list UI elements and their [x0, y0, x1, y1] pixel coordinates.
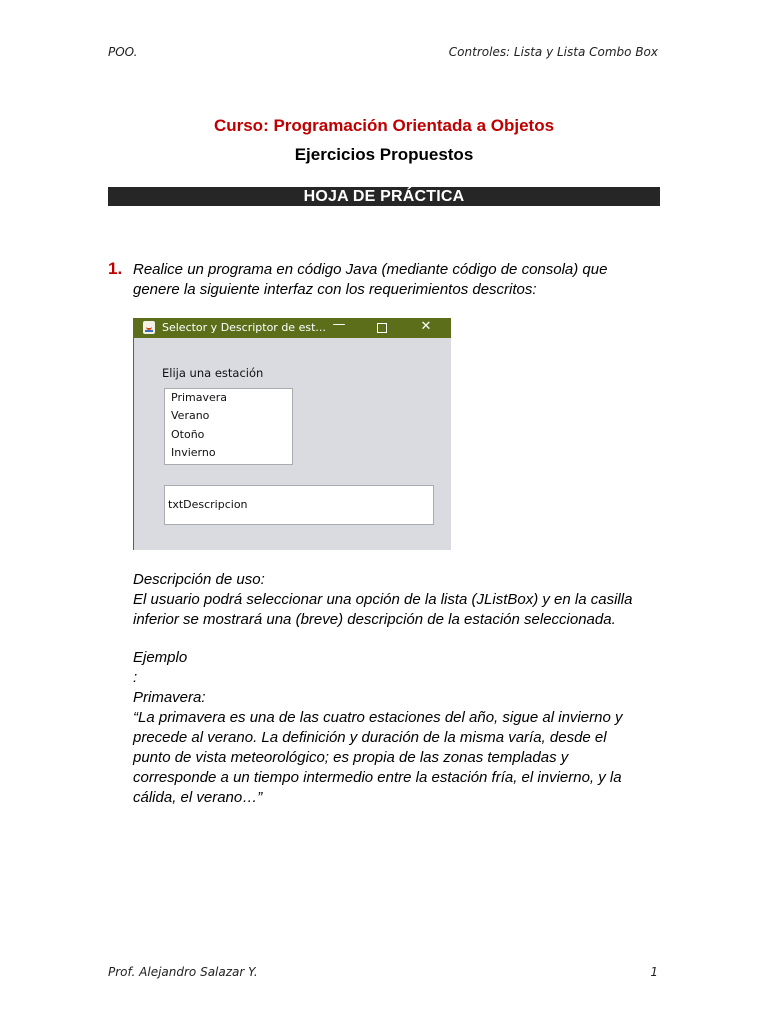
header-right: Controles: Lista y Lista Combo Box	[448, 45, 658, 59]
list-item[interactable]: Primavera	[171, 391, 228, 404]
section-bar: HOJA DE PRÁCTICA	[108, 187, 660, 206]
window-titlebar	[134, 318, 451, 338]
usage-line: inferior se mostrará una (breve) descripción de la estación seleccionada.	[133, 611, 616, 628]
example-section	[133, 648, 663, 808]
exercise-number: 1.	[108, 259, 123, 278]
java-window-screenshot	[133, 318, 451, 550]
intro-line: Realice un programa en código Java (mediante código de consola) que	[133, 261, 608, 278]
minimize-icon[interactable]: —	[332, 317, 346, 332]
maximize-icon[interactable]	[374, 319, 390, 337]
example-season: Primavera:	[133, 689, 206, 706]
description-text-field[interactable]	[164, 485, 434, 525]
example-colon: :	[133, 669, 138, 686]
list-item[interactable]: Invierno	[171, 446, 216, 459]
text-field-value: txtDescripcion	[168, 498, 248, 511]
footer-author: Prof. Alejandro Salazar Y.	[108, 965, 258, 979]
exercise-intro	[133, 260, 663, 300]
usage-heading: Descripción de uso:	[133, 571, 265, 588]
example-line: precede al verano. La definición y duración de la misma varía, desde el	[133, 729, 607, 746]
course-title: Curso: Programación Orientada a Objetos	[213, 116, 555, 135]
header-left: POO.	[108, 45, 138, 59]
example-line: punto de vista meteorológico; es propia de las zonas templadas y	[133, 749, 569, 766]
window-title: Selector y Descriptor de est...	[162, 321, 326, 334]
example-line: cálida, el verano…”	[133, 789, 263, 806]
example-line: corresponde a un tiempo intermedio entre la estación fría, el invierno, y la	[133, 769, 622, 786]
intro-line: genere la siguiente interfaz con los requerimientos descritos:	[133, 281, 537, 298]
close-icon[interactable]: ✕	[420, 319, 432, 334]
subtitle: Ejercicios Propuestos	[294, 145, 474, 164]
example-line: “La primavera es una de las cuatro estaciones del año, sigue al invierno y	[133, 709, 623, 726]
usage-line: El usuario podrá seleccionar una opción de la lista (JListBox) y en la casilla	[133, 591, 633, 608]
season-label: Elija una estación	[162, 366, 264, 380]
list-item[interactable]: Verano	[171, 409, 210, 422]
usage-section	[133, 570, 663, 630]
season-list[interactable]	[164, 388, 293, 465]
list-item[interactable]: Otoño	[171, 428, 205, 441]
java-icon	[143, 321, 155, 334]
example-heading: Ejemplo	[133, 649, 188, 666]
page-number: 1	[650, 965, 658, 979]
